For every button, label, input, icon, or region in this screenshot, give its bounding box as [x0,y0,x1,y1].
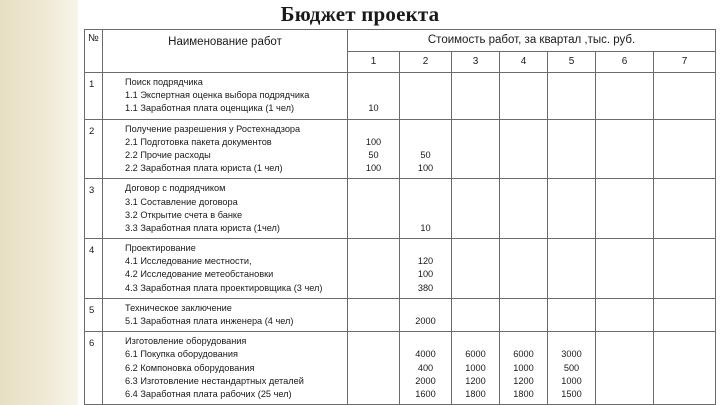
work-title: Поиск подрядчика [125,77,203,87]
cost-value: 1000 [465,362,486,373]
work-name-cell [103,119,348,179]
cost-value: 3000 [561,349,582,360]
spacer [500,335,547,348]
spacer [400,123,451,136]
spacer [348,76,399,89]
quarter-header: 6 [596,52,654,73]
quarter-cost-cell [400,332,452,405]
row-number: 3 [85,179,103,239]
work-subitem: 6.4 Заработная плата рабочих (25 чел) [125,388,292,399]
quarter-cost-cell [596,73,654,120]
work-name-cell [103,73,348,120]
cost-value: 100 [417,163,434,174]
quarter-cost-cell [596,119,654,179]
spacer [400,136,451,149]
work-name-cell [103,239,348,299]
quarter-cost-cell [400,239,452,299]
budget-table [84,29,716,405]
quarter-cost-cell [654,332,716,405]
quarter-cost-cell [548,73,596,120]
cost-value: 50 [420,149,431,160]
work-subitem: 3.3 Заработная плата юриста (1чел) [125,222,280,233]
quarter-cost-cell [654,119,716,179]
spacer [548,335,595,348]
accent-bar [0,0,78,405]
row-number: 1 [85,73,103,120]
quarter-cost-cell [500,119,548,179]
cost-value: 100 [365,163,382,174]
table-row [85,332,716,405]
quarter-cost-cell [548,332,596,405]
quarter-cost-cell [348,332,400,405]
spacer [400,196,451,209]
quarter-cost-cell [596,332,654,405]
spacer [400,335,451,348]
work-name-cell [103,332,348,405]
quarter-cost-cell [500,298,548,331]
quarter-cost-cell [348,119,400,179]
work-title: Договор с подрядчиком [125,183,226,194]
work-subitem: 4.3 Заработная плата проектировщика (3 чел) [125,282,323,293]
work-subitem: 2.2 Прочие расходы [125,149,211,160]
cost-value: 1200 [465,375,486,386]
cost-value: 1800 [465,388,486,399]
work-name-cell [103,179,348,239]
cost-value: 100 [417,269,434,280]
quarter-header: 7 [654,52,716,73]
table-row [85,119,716,179]
work-title: Техническое заключение [125,302,232,313]
work-subitem: 4.1 Исследование местности, [125,256,252,267]
quarter-cost-cell [500,179,548,239]
cost-value: 500 [563,362,580,373]
quarter-header: 1 [348,52,400,73]
spacer [400,209,451,222]
table-row [85,73,716,120]
header-row [85,30,716,52]
table-row [85,179,716,239]
spacer [400,182,451,195]
quarter-cost-cell [596,298,654,331]
budget-body [85,73,716,405]
spacer [452,335,499,348]
cost-value: 1500 [561,388,582,399]
work-subitem: 1.1 Экспертная оценка выбора подрядчика [125,90,310,101]
cost-value: 120 [417,256,434,267]
quarter-cost-cell [400,73,452,120]
quarter-cost-cell [348,298,400,331]
row-number: 6 [85,332,103,405]
quarter-header: 3 [452,52,500,73]
work-subitem: 4.2 Исследование метеобстановки [125,269,274,280]
quarter-cost-cell [654,179,716,239]
quarter-cost-cell [654,73,716,120]
quarter-cost-cell [452,119,500,179]
work-title: Проектирование [125,243,196,254]
quarter-cost-cell [500,332,548,405]
spacer [348,123,399,136]
work-subitem: 3.2 Открытие счета в банке [125,209,243,220]
cost-value: 10 [420,222,431,233]
work-subitem: 6.1 Покупка оборудования [125,349,238,360]
quarter-header: 5 [548,52,596,73]
quarter-cost-cell [348,239,400,299]
cost-value: 100 [365,136,382,147]
row-number: 5 [85,298,103,331]
work-name-cell [103,298,348,331]
quarter-cost-cell [596,179,654,239]
work-subitem: 5.1 Заработная плата инженера (4 чел) [125,316,294,326]
cost-value: 1000 [513,362,534,373]
quarter-cost-cell [400,298,452,331]
quarter-cost-cell [400,119,452,179]
header-num: № [85,30,103,73]
quarter-cost-cell [500,239,548,299]
quarter-header: 2 [400,52,452,73]
cost-value: 380 [417,282,434,293]
cost-value: 50 [368,149,379,160]
cost-value: 6000 [513,349,534,360]
quarter-cost-cell [548,298,596,331]
quarter-cost-cell [654,239,716,299]
work-subitem: 6.3 Изготовление нестандартных деталей [125,375,304,386]
quarter-cost-cell [548,239,596,299]
quarter-cost-cell [348,73,400,120]
cost-value: 10 [368,103,379,114]
quarter-cost-cell [452,298,500,331]
work-subitem: 6.2 Компоновка оборудования [125,362,255,373]
work-subitem: 2.1 Подготовка пакета документов [125,136,272,147]
work-title: Изготовление оборудования [125,336,247,347]
cost-value: 1000 [561,375,582,386]
quarter-cost-cell [500,73,548,120]
quarter-cost-cell [452,179,500,239]
cost-value: 400 [417,362,434,373]
quarter-cost-cell [400,179,452,239]
cost-value: 6000 [465,349,486,360]
row-number: 2 [85,119,103,179]
quarter-header: 4 [500,52,548,73]
spacer [400,302,451,315]
quarter-cost-cell [654,298,716,331]
work-subitem: 1.1 Заработная плата оценщика (1 чел) [125,103,295,114]
quarter-cost-cell [452,73,500,120]
page-title: Бюджет проекта [280,2,440,26]
cost-value: 1600 [415,388,436,399]
cost-value: 1200 [513,375,534,386]
header-cost: Стоимость работ, за квартал ,тыс. руб. [348,30,716,52]
quarter-cost-cell [348,179,400,239]
spacer [348,89,399,102]
quarter-cost-cell [452,332,500,405]
quarter-cost-cell [596,239,654,299]
header-name: Наименование работ [103,30,348,73]
spacer [400,242,451,255]
work-subitem: 2.2 Заработная плата юриста (1 чел) [125,163,283,174]
cost-value: 4000 [415,349,436,360]
quarter-cost-cell [548,179,596,239]
table-row [85,298,716,331]
work-subitem: 3.1 Составление договора [125,196,238,207]
cost-value: 2000 [415,375,436,386]
quarter-cost-cell [548,119,596,179]
table-row [85,239,716,299]
cost-value: 2000 [415,316,436,326]
work-title: Получение разрешения у Ростехнадзора [125,123,301,134]
quarter-cost-cell [452,239,500,299]
cost-value: 1800 [513,388,534,399]
row-number: 4 [85,239,103,299]
